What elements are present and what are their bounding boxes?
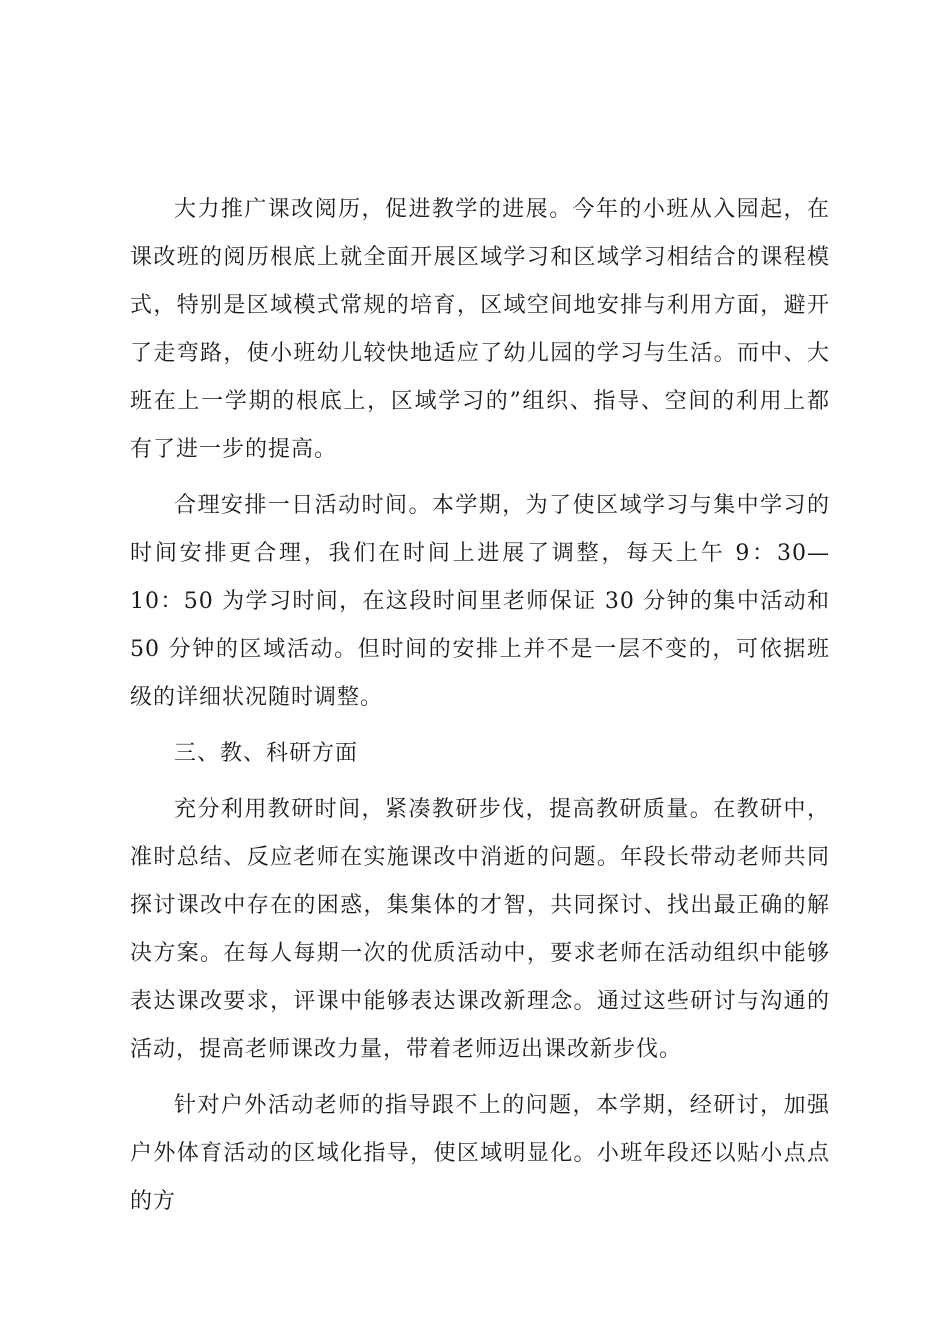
- paragraph-curriculum-reform: 大力推广课改阅历，促进教学的进展。今年的小班从入园起，在课改班的阅历根底上就全面开展区域学习和区域学习相结合的课程模式，特别是区域模式常规的培育，区域空间地安排与利用方面，避开了走弯路，使小班幼儿较快地适应了幼儿园的学习与生活。而中、大班在上一学期的根底上，区域学习的”组织、指导、空间的利用上都有了进一步的提高。: [130, 197, 830, 462]
- paragraph-teaching-research: 充分利用教研时间，紧凑教研步伐，提高教研质量。在教研中，准时总结、反应老师在实施课改中消逝的问题。年段长带动老师共同探讨课改中存在的困惑，集集体的才智，共同探讨、找出最正确的解决方案。在每人每期一次的优质活动中，要求老师在活动组织中能够表达课改要求，评课中能够表达课改新理念。通过这些研讨与沟通的活动，提高老师课改力量，带着老师迈出课改新步伐。: [130, 797, 830, 1062]
- section-heading-teaching-research: 三、教、科研方面: [174, 741, 359, 766]
- paragraph-outdoor-activities: 针对户外活动老师的指导跟不上的问题，本学期，经研讨，加强户外体育活动的区域化指导，使区域明显化。小班年段还以贴小点点的方: [130, 1093, 830, 1214]
- paragraph-daily-schedule: 合理安排一日活动时间。本学期，为了使区域学习与集中学习的时间安排更合理，我们在时间上进展了调整，每天上午 9：30—10：50 为学习时间，在这段时间里老师保证 30 分钟的集中活动和 50 分钟的区域活动。但时间的安排上并不是一层不变的，可依据班级的详细状况随时调整。: [130, 493, 830, 710]
- document-body: [130, 186, 830, 1234]
